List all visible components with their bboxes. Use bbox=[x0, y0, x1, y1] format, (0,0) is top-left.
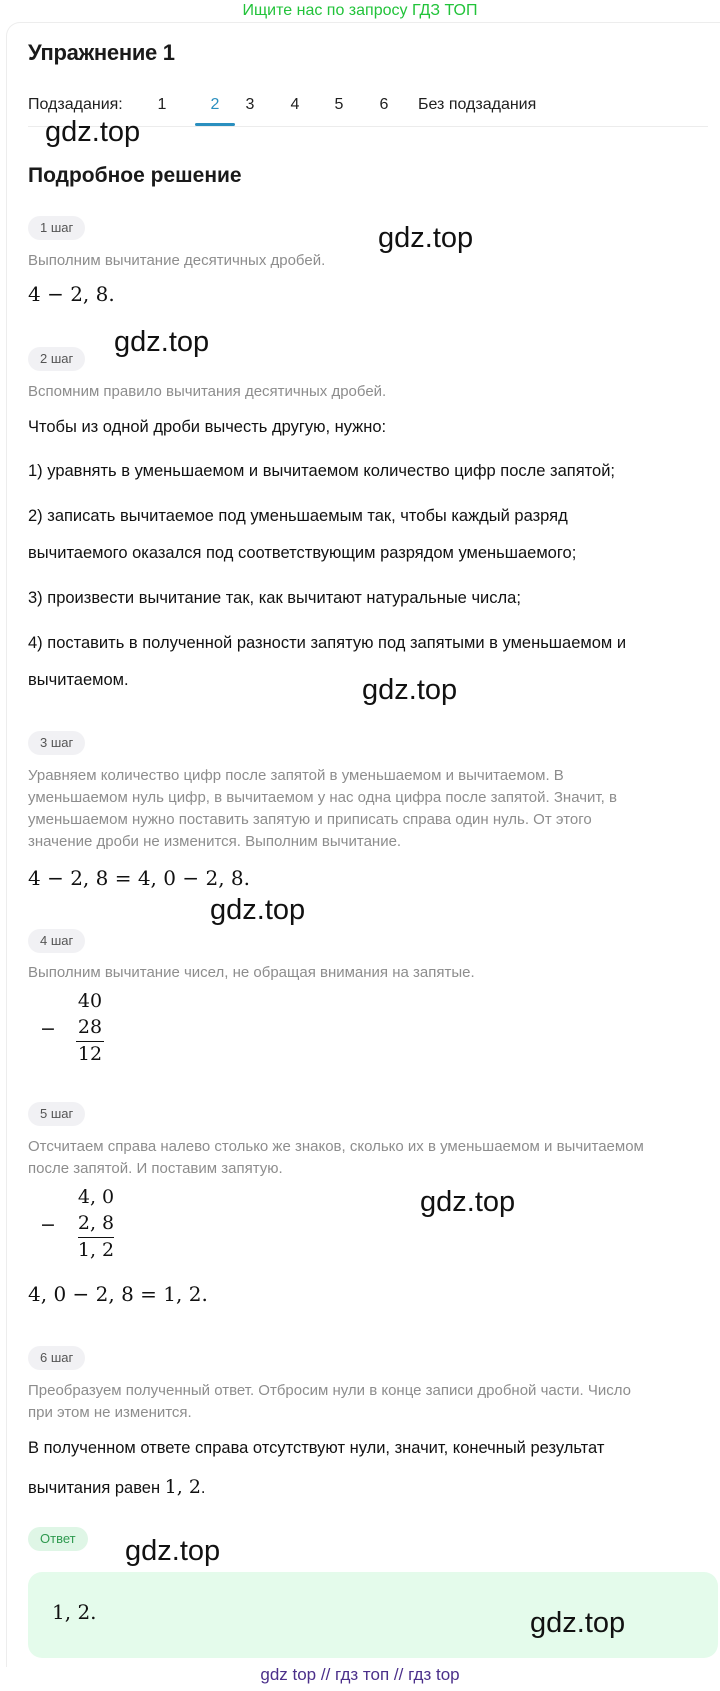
step-5-math: 4, 0 − 2, 8 = 1, 2. bbox=[28, 1282, 208, 1306]
step-2-line: Чтобы из одной дроби вычесть другую, нужно: bbox=[28, 418, 387, 436]
step-2-line: 3) произвести вычитание так, как вычитают натуральные числа; bbox=[28, 589, 521, 607]
difference: 1, 2 bbox=[77, 1239, 115, 1261]
watermark: gdz.top bbox=[420, 1186, 516, 1218]
step-4-hint: Выполним вычитание чисел, не обращая внимания на запятые. bbox=[28, 964, 475, 981]
minuend: 4, 0 bbox=[77, 1186, 115, 1208]
step-3-hint: уменьшаемом нужно поставить запятую и приписать справа один нуль. От этого bbox=[28, 811, 592, 828]
step-2-badge: 2 шаг bbox=[28, 347, 85, 371]
tab-no-subtask[interactable]: Без подзадания bbox=[418, 96, 537, 113]
step-6-hint: при этом не изменится. bbox=[28, 1404, 192, 1421]
step-3-hint: значение дроби не изменится. Выполним вычитание. bbox=[28, 833, 402, 850]
step-6-line: вычитания равен bbox=[28, 1479, 161, 1497]
final-value: 1, 2 bbox=[164, 1476, 201, 1498]
step-6-hint: Преобразуем полученный ответ. Отбросим нули в конце записи дробной части. Число bbox=[28, 1382, 631, 1399]
answer-badge: Ответ bbox=[28, 1527, 88, 1551]
tab-subtask-6[interactable]: 6 bbox=[379, 96, 389, 113]
footer-separator: // bbox=[320, 1665, 331, 1684]
watermark: gdz.top bbox=[362, 674, 458, 706]
minus-sign: − bbox=[40, 1214, 56, 1236]
column-subtraction-2 bbox=[36, 1186, 136, 1266]
step-3-math: 4 − 2, 8 = 4, 0 − 2, 8. bbox=[28, 866, 250, 890]
step-2-hint: Вспомним правило вычитания десятичных дробей. bbox=[28, 383, 387, 400]
watermark: gdz.top bbox=[210, 894, 306, 926]
step-2-line: вычитаемом. bbox=[28, 671, 129, 689]
step-1-math: 4 − 2, 8. bbox=[28, 282, 115, 306]
subtraction-rule bbox=[78, 1237, 114, 1238]
minus-sign: − bbox=[40, 1018, 56, 1040]
tab-subtask-1[interactable]: 1 bbox=[157, 96, 167, 113]
step-4-badge: 4 шаг bbox=[28, 929, 85, 953]
step-6-final-line bbox=[28, 1476, 718, 1498]
tab-subtask-3[interactable]: 3 bbox=[245, 96, 255, 113]
step-1-badge: 1 шаг bbox=[28, 216, 85, 240]
search-hint-banner: Ищите нас по запросу ГДЗ ТОП bbox=[242, 2, 478, 19]
step-6-line: В полученном ответе справа отсутствуют нули, значит, конечный результат bbox=[28, 1439, 605, 1457]
subtask-label: Подзадания: bbox=[28, 96, 123, 113]
step-3-hint: уменьшаемом нуль цифр, в вычитаемом у нас одна цифра после запятой. Значит, в bbox=[28, 789, 617, 806]
subtrahend: 28 bbox=[77, 1016, 103, 1038]
tab-subtask-4[interactable]: 4 bbox=[290, 96, 300, 113]
watermark: gdz.top bbox=[45, 116, 141, 148]
watermark: gdz.top bbox=[378, 222, 474, 254]
answer-value: 1, 2. bbox=[52, 1600, 97, 1624]
subtraction-rule bbox=[76, 1041, 104, 1042]
step-2-line: вычитаемого оказался под соответствующим разрядом уменьшаемого; bbox=[28, 544, 577, 562]
minuend: 40 bbox=[77, 990, 103, 1012]
watermark: gdz.top bbox=[530, 1607, 626, 1639]
subtrahend: 2, 8 bbox=[77, 1212, 115, 1234]
footer-link[interactable]: gdz top bbox=[260, 1665, 317, 1684]
footer-link[interactable]: гдз top bbox=[408, 1665, 460, 1684]
column-subtraction-1 bbox=[36, 990, 116, 1070]
solution-heading: Подробное решение bbox=[28, 164, 242, 187]
active-tab-indicator bbox=[195, 123, 235, 126]
footer-link[interactable]: гдз топ bbox=[335, 1665, 390, 1684]
tab-subtask-2[interactable]: 2 bbox=[210, 96, 220, 113]
watermark: gdz.top bbox=[125, 1535, 221, 1567]
final-suffix: . bbox=[200, 1479, 206, 1497]
step-2-line: 1) уравнять в уменьшаемом и вычитаемом количество цифр после запятой; bbox=[28, 462, 616, 480]
step-2-line: 4) поставить в полученной разности запятую под запятыми в уменьшаемом и bbox=[28, 634, 627, 652]
footer-links bbox=[0, 1665, 720, 1685]
step-5-hint: после запятой. И поставим запятую. bbox=[28, 1160, 283, 1177]
tab-subtask-5[interactable]: 5 bbox=[334, 96, 344, 113]
watermark: gdz.top bbox=[114, 326, 210, 358]
step-5-badge: 5 шаг bbox=[28, 1102, 85, 1126]
step-1-hint: Выполним вычитание десятичных дробей. bbox=[28, 252, 326, 269]
step-2-line: 2) записать вычитаемое под уменьшаемым так, чтобы каждый разряд bbox=[28, 507, 568, 525]
difference: 12 bbox=[77, 1043, 103, 1065]
step-5-hint: Отсчитаем справа налево столько же знаков, сколько их в уменьшаемом и вычитаемом bbox=[28, 1138, 644, 1155]
footer-separator: // bbox=[393, 1665, 404, 1684]
step-3-badge: 3 шаг bbox=[28, 731, 85, 755]
exercise-title: Упражнение 1 bbox=[28, 40, 175, 65]
step-3-hint: Уравняем количество цифр после запятой в уменьшаемом и вычитаемом. В bbox=[28, 767, 564, 784]
step-6-badge: 6 шаг bbox=[28, 1346, 85, 1370]
